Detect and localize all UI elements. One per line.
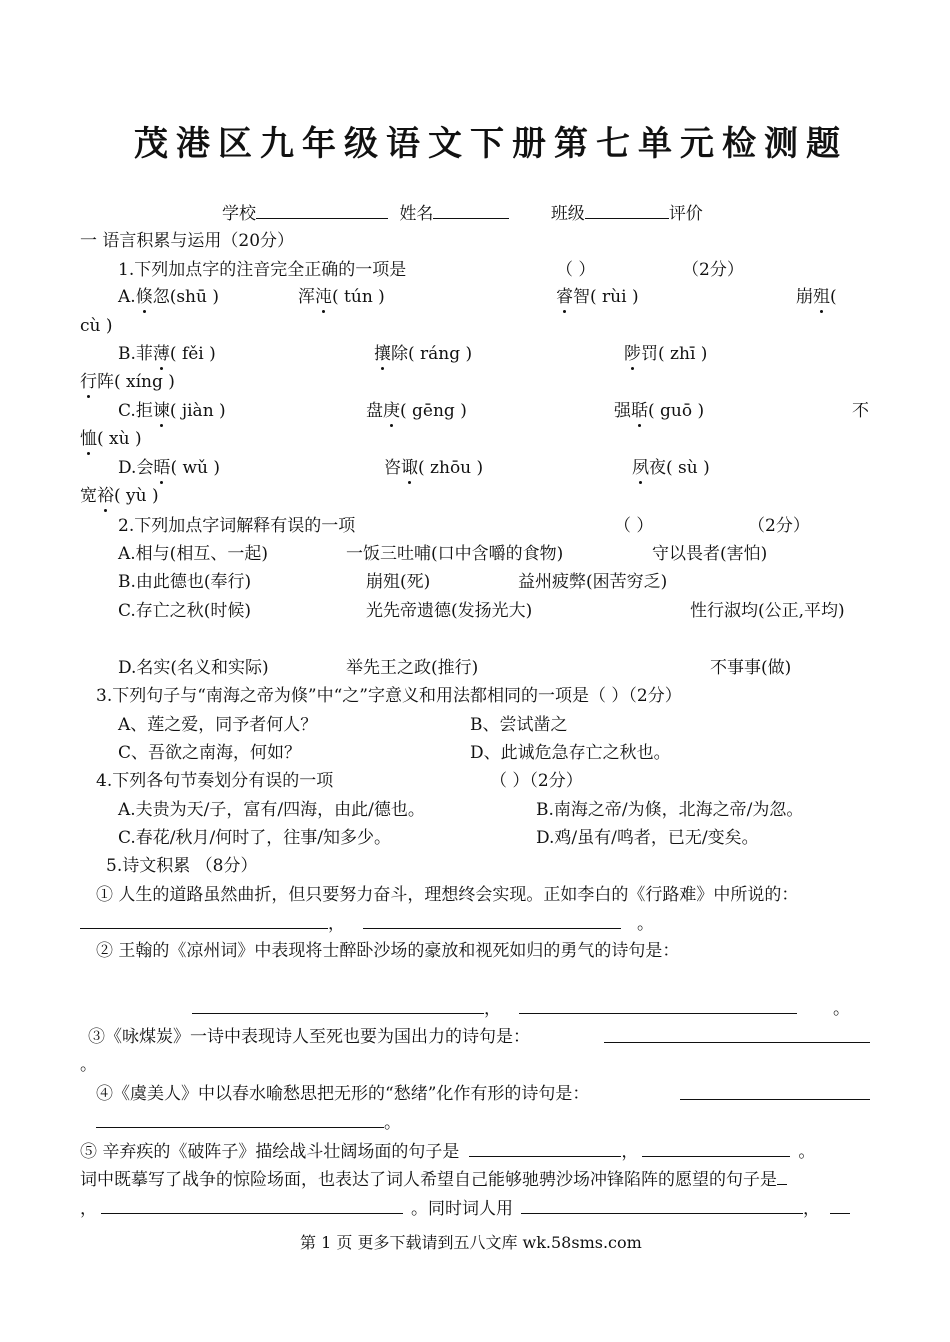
q1-option-c-2: 盘庚( gēng ) [366, 401, 467, 421]
q5-item-3-period: 。 [80, 1055, 97, 1075]
section-heading: 一 语言积累与运用（20分） [80, 231, 295, 251]
answer-blank[interactable] [192, 997, 484, 1014]
name-label: 姓名 [399, 204, 434, 224]
dotted-char: 裕 [97, 486, 114, 506]
dotted-char: 陟 [624, 344, 641, 364]
eval-label: 评价 [668, 204, 703, 224]
answer-blank[interactable] [469, 1140, 621, 1157]
dotted-char: 行 [80, 372, 97, 392]
q1-option-a: A.倏忽(shū ) [118, 287, 219, 307]
q1-option-b-4: 行阵( xíng ) [80, 372, 175, 392]
q3-option-b: B、尝试凿之 [470, 715, 568, 735]
page-footer: 第 1 页 更多下载请到五八文库 wk.58sms.com [300, 1233, 642, 1252]
q2-option-c-2: 光先帝遗德(发扬光大) [366, 601, 533, 621]
q4-option-b: B.南海之帝/为倏，北海之帝/为忽。 [536, 800, 804, 820]
q1-option-b: B.菲薄( fěi ) [118, 344, 216, 364]
q2-option-d-2: 举先王之政(推行) [346, 658, 479, 678]
answer-blank[interactable] [642, 1140, 790, 1157]
q5-item-5-line-3: ， 。同时词人用 ， [80, 1197, 850, 1220]
dotted-char: 睿 [556, 287, 573, 307]
q1-option-b-3: 陟罚( zhī ) [624, 344, 708, 364]
answer-blank[interactable] [96, 1111, 384, 1128]
q2-stem: 2.下列加点字词解释有误的一项 [118, 516, 356, 536]
q5-item-4: ④《虞美人》中以春水喻愁思把无形的“愁绪”化作有形的诗句是： [96, 1084, 590, 1104]
dotted-char: 庚 [383, 401, 400, 421]
q1-option-b-2: 攘除( ráng ) [374, 344, 473, 364]
q1-option-d-3: 夙夜( sù ) [632, 458, 710, 478]
q1-option-a-3: 睿智( rùi ) [556, 287, 639, 307]
q2-option-d-3: 不事事(做) [710, 658, 792, 678]
q1-option-c-3: 强聒( guō ) [614, 401, 705, 421]
dotted-char: 诹 [401, 458, 418, 478]
answer-blank[interactable] [101, 1197, 403, 1214]
q2-option-d-1: D.名实(名义和实际) [118, 658, 269, 678]
q3-stem: 3.下列句子与“南海之帝为倏”中“之”字意义和用法都相同的一项是（ ）（2分） [96, 686, 682, 706]
dotted-char: 倏 [135, 287, 153, 307]
q2-option-a-1: A.相与(相互、一起) [118, 544, 268, 564]
school-label: 学校 [222, 204, 256, 224]
answer-blank[interactable] [519, 997, 797, 1014]
q5-item-1: ① 人生的道路虽然曲折，但只要努力奋斗，理想终会实现。正如李白的《行路难》中所说的： [96, 885, 799, 905]
answer-blank[interactable] [363, 912, 621, 929]
answer-blank[interactable] [830, 1197, 850, 1214]
q1-stem: 1.下列加点字的注音完全正确的一项是 [118, 260, 407, 280]
q2-answer-bracket[interactable]: （ ） [614, 516, 654, 536]
q1-answer-bracket[interactable]: （ ） [556, 260, 596, 280]
dotted-char: 殂 [813, 287, 830, 307]
q5-item-1-answers: ， 。 [80, 912, 654, 935]
q2-option-b-1: B.由此德也(奉行) [118, 572, 252, 592]
dotted-char: 聒 [631, 401, 648, 421]
q2-score: （2分） [748, 516, 810, 536]
q5-item-4-blank [680, 1083, 870, 1106]
q1-score: （2分） [682, 260, 744, 280]
q2-option-c-3: 性行淑均(公正,平均) [690, 601, 845, 621]
answer-blank[interactable] [680, 1083, 870, 1100]
q3-option-c: C、吾欲之南海，何如？ [118, 743, 302, 763]
q1-option-c-4a: 不 [852, 401, 869, 421]
q4-stem: 4.下列各句节奏划分有误的一项 [96, 771, 334, 791]
q1-option-d-4: 宽裕( yù ) [80, 486, 159, 506]
dotted-char: 夙 [632, 458, 649, 478]
answer-blank[interactable] [777, 1168, 787, 1185]
answer-blank[interactable] [604, 1026, 870, 1043]
q1-option-a-cont: cù ) [80, 316, 113, 336]
dotted-char: 谏 [152, 401, 170, 421]
q1-option-d: D.会晤( wǔ ) [118, 458, 221, 478]
q5-item-2: ② 王翰的《凉州词》中表现将士醉卧沙场的豪放和视死如归的勇气的诗句是： [96, 941, 680, 961]
q1-option-a-2: 浑沌( tún ) [298, 287, 385, 307]
q2-option-a-3: 守以畏者(害怕) [652, 544, 768, 564]
q2-option-b-2: 崩殂(死) [366, 572, 431, 592]
q5-item-5: ⑤ 辛弃疾的《破阵子》描绘战斗壮阔场面的句子是 ， 。 [80, 1142, 816, 1162]
q4-option-c: C.春花/秋月/何时了，往事/知多少。 [118, 828, 391, 848]
dotted-char: 恤 [80, 429, 97, 449]
q4-option-d: D.鸡/虽有/鸣者，已无/变矣。 [536, 828, 759, 848]
q2-option-a-2: 一饭三吐哺(口中含嚼的食物) [346, 544, 564, 564]
page-title: 茂港区九年级语文下册第七单元检测题 [134, 124, 848, 164]
dotted-char: 沌 [315, 287, 332, 307]
q5-item-3: ③《咏煤炭》一诗中表现诗人至死也要为国出力的诗句是： [88, 1027, 530, 1047]
q1-option-c-4b: 恤( xù ) [80, 429, 142, 449]
q1-option-c: C.拒谏( jiàn ) [118, 401, 226, 421]
school-blank[interactable] [256, 202, 388, 219]
answer-blank[interactable] [521, 1197, 803, 1214]
name-blank[interactable] [433, 202, 509, 219]
q4-answer-bracket[interactable]: （ ）（2分） [490, 771, 583, 791]
q4-option-a: A.夫贵为天/子，富有/四海，由此/德也。 [118, 800, 425, 820]
header-info [222, 202, 703, 225]
q3-option-d: D、此诚危急存亡之秋也。 [470, 743, 671, 763]
q5-item-4-blank-2: 。 [96, 1111, 401, 1134]
q5-stem: 5.诗文积累 （8分） [106, 856, 258, 876]
q2-option-b-3: 益州疲弊(困苦穷乏) [518, 572, 668, 592]
q1-option-d-2: 咨诹( zhōu ) [384, 458, 484, 478]
dotted-char: 攘 [374, 344, 391, 364]
class-label: 班级 [550, 204, 585, 224]
dotted-char: 薄 [152, 344, 170, 364]
q5-item-5-line-2: 词中既摹写了战争的惊险场面，也表达了词人希望自己能够驰骋沙场冲锋陷阵的愿望的句子是 [80, 1168, 787, 1191]
class-blank[interactable] [585, 202, 669, 219]
q5-item-2-answers: ， 。 [192, 997, 850, 1020]
q2-option-c-1: C.存亡之秋(时候) [118, 601, 252, 621]
answer-blank[interactable] [80, 912, 328, 929]
q5-item-3-blank [604, 1026, 870, 1049]
q1-option-a-4: 崩殂( [796, 287, 837, 307]
dotted-char: 晤 [153, 458, 171, 478]
q3-option-a: A、莲之爱，同予者何人？ [118, 715, 318, 735]
